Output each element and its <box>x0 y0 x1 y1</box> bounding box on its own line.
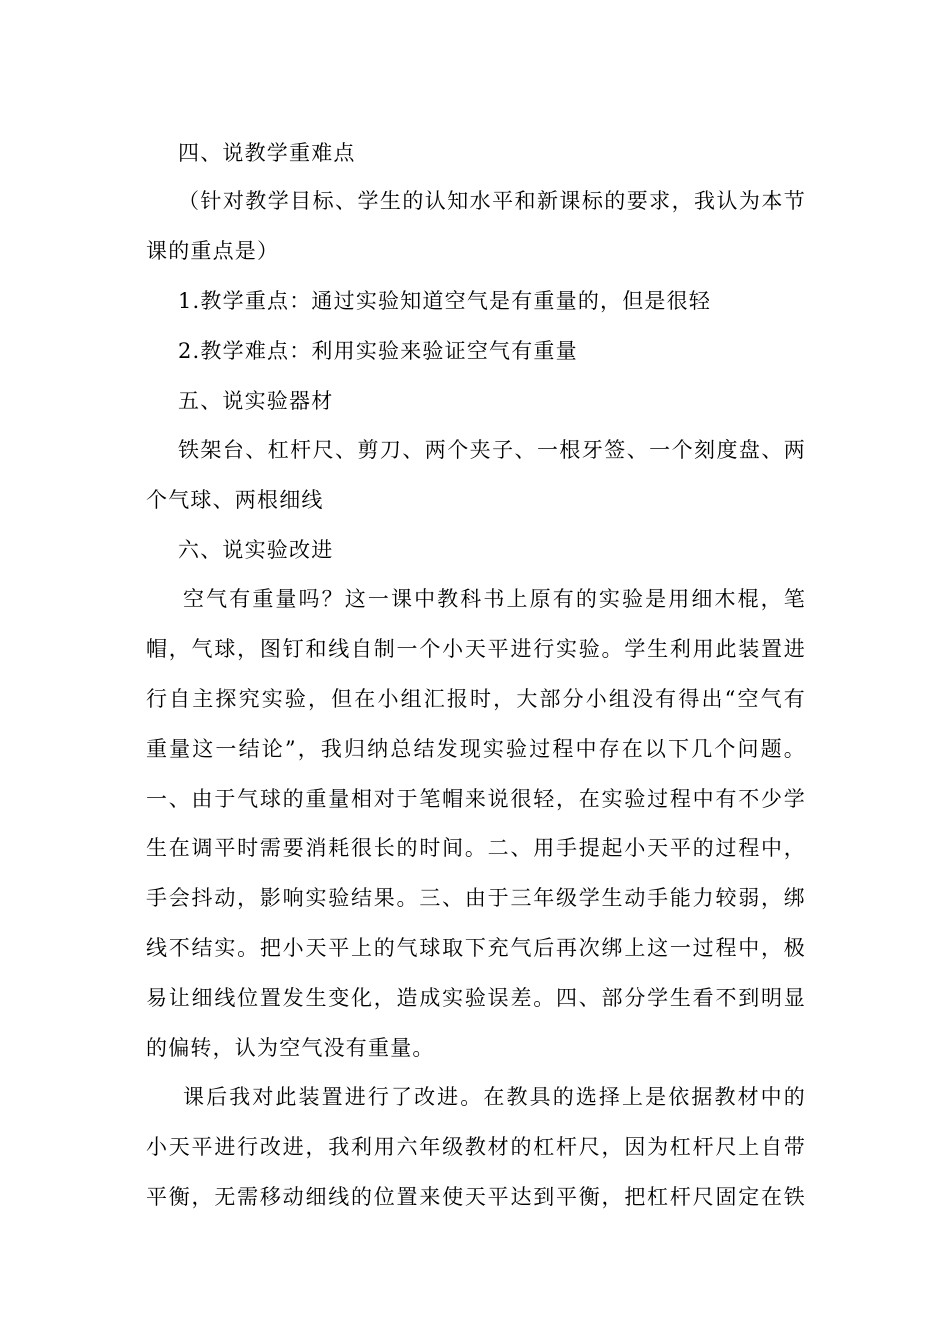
paragraph-line: 课后我对此装置进行了改进。在教具的选择上是依据教材中的 <box>183 1085 806 1109</box>
paragraph-line: 的偏转，认为空气没有重量。 <box>146 1036 435 1060</box>
paragraph-line: 手会抖动，影响实验结果。三、由于三年级学生动手能力较弱，绑 <box>146 886 806 910</box>
paragraph-line: 易让细线位置发生变化，造成实验误差。四、部分学生看不到明显 <box>146 986 806 1010</box>
paragraph-line: 帽，气球，图钉和线自制一个小天平进行实验。学生利用此装置进 <box>146 637 806 661</box>
list-item-teaching-focus: 1.教学重点：通过实验知道空气是有重量的，但是很轻 <box>178 289 712 313</box>
paragraph-line: 课的重点是） <box>146 239 280 263</box>
paragraph-line: （针对教学目标、学生的认知水平和新课标的要求，我认为本节 <box>178 189 806 213</box>
paragraph-line: 空气有重量吗？这一课中教科书上原有的实验是用细木棍，笔 <box>183 587 806 611</box>
paragraph-line: 平衡，无需移动细线的位置来使天平达到平衡，把杠杆尺固定在铁 <box>146 1185 806 1209</box>
paragraph-line: 一、由于气球的重量相对于笔帽来说很轻，在实验过程中有不少学 <box>146 787 806 811</box>
paragraph-line: 小天平进行改进，我利用六年级教材的杠杆尺，因为杠杆尺上自带 <box>146 1135 806 1159</box>
section-heading-materials: 五、说实验器材 <box>178 389 334 413</box>
paragraph-line: 重量这一结论”，我归纳总结发现实验过程中存在以下几个问题。 <box>146 737 806 761</box>
section-heading-improvement: 六、说实验改进 <box>178 538 334 562</box>
paragraph-line: 个气球、两根细线 <box>146 488 324 512</box>
paragraph-line: 行自主探究实验，但在小组汇报时，大部分小组没有得出“空气有 <box>146 687 806 711</box>
list-item-teaching-difficulty: 2.教学难点：利用实验来验证空气有重量 <box>178 339 578 363</box>
section-heading-key-points: 四、说教学重难点 <box>178 141 356 165</box>
paragraph-line: 生在调平时需要消耗很长的时间。二、用手提起小天平的过程中， <box>146 836 806 860</box>
paragraph-line: 线不结实。把小天平上的气球取下充气后再次绑上这一过程中，极 <box>146 936 806 960</box>
paragraph-line: 铁架台、杠杆尺、剪刀、两个夹子、一根牙签、一个刻度盘、两 <box>178 438 806 462</box>
